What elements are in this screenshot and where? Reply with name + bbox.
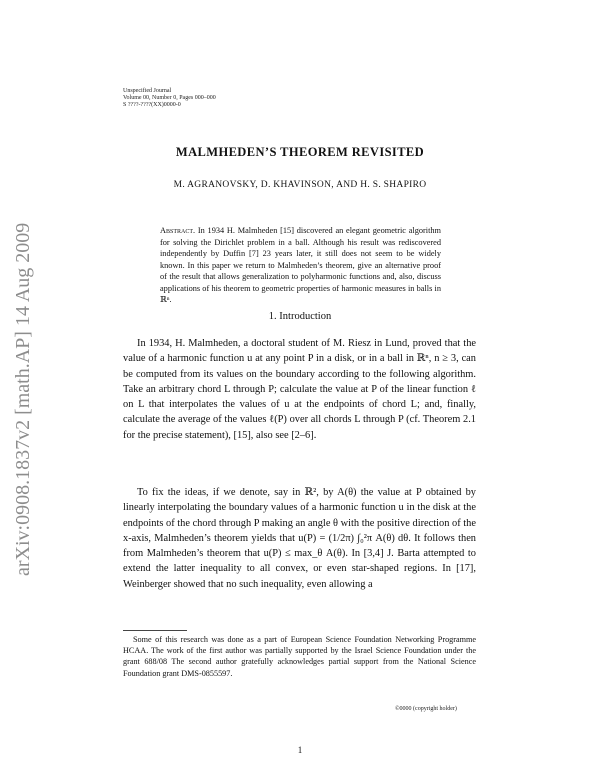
arxiv-stamp: arXiv:0908.1837v2 [math.AP] 14 Aug 2009: [12, 222, 34, 576]
abstract: [160, 225, 441, 306]
abstract-text: In 1934 H. Malmheden [15] discovered an elegant geometric algorithm for solving the Dirichlet problem in a ball. Although his result was rediscovered independently by Duffin [7] 23 years later, it still does not seem to be widely known. In this paper we return to Malmheden’s theorem, give an alternative proof of the result that allows generalization to polyharmonic functions and, also, discuss applications of his theorem to geometric properties of harmonic measures in balls in ℝⁿ.: [160, 226, 441, 304]
journal-name: Unspecified Journal: [123, 88, 172, 94]
footnote: Some of this research was done as a part of European Science Foundation Networking Programme HCAA. The work of the first author was partially supported by the Israel Science Foundation under the grant 688/08 The second author gratefully acknowledges partial support from the National Science Foundation grant DMS-0855597.: [123, 635, 476, 678]
journal-volume: Volume 00, Number 0, Pages 000–000: [123, 95, 216, 101]
footnote-rule: [123, 630, 187, 631]
copyright-notice: ©0000 (copyright holder): [395, 706, 457, 712]
page-number: 1: [297, 745, 303, 755]
intro-paragraph-2: To fix the ideas, if we denote, say in ℝ², by A(θ) the value at P obtained by linearly interpolating the boundary values of a harmonic function u in the disk at the endpoints of the chord through P making an angle θ with the positive direction of the x-axis, Malmheden’s theorem yields that u(P) = (1/2π) ∫₀²π A(θ) dθ. It follows then from Malmheden’s theorem that u(P) ≤ max_θ A(θ). In [3,4] J. Barta attempted to extend the latter inequality to all convex, or even star-shaped regions. In [17], Weinberger showed that no such inequality, even allowing a: [123, 487, 476, 590]
paper-authors: M. AGRANOVSKY, D. KHAVINSON, AND H. S. SHAPIRO: [173, 180, 427, 190]
journal-issn: S ????-????(XX)0000-0: [123, 102, 181, 108]
intro-paragraph-1: In 1934, H. Malmheden, a doctoral student of M. Riesz in Lund, proved that the value of a harmonic function u at any point P in a disk, or in a ball in ℝⁿ, n ≥ 3, can be computed from its values on the boundary according to the following algorithm. Take an arbitrary chord L through P; calculate the value at P of the linear function ℓ on L that interpolates the values of u at the endpoints of chord L; and, finally, calculate the average of the values ℓ(P) over all chords L through P (cf. Theorem 2.1 for the precise statement), [15], also see [2–6].: [123, 338, 476, 441]
paper-title: MALMHEDEN’S THEOREM REVISITED: [175, 145, 425, 159]
abstract-label: Abstract.: [160, 226, 196, 235]
section-heading: 1. Introduction: [268, 311, 332, 322]
